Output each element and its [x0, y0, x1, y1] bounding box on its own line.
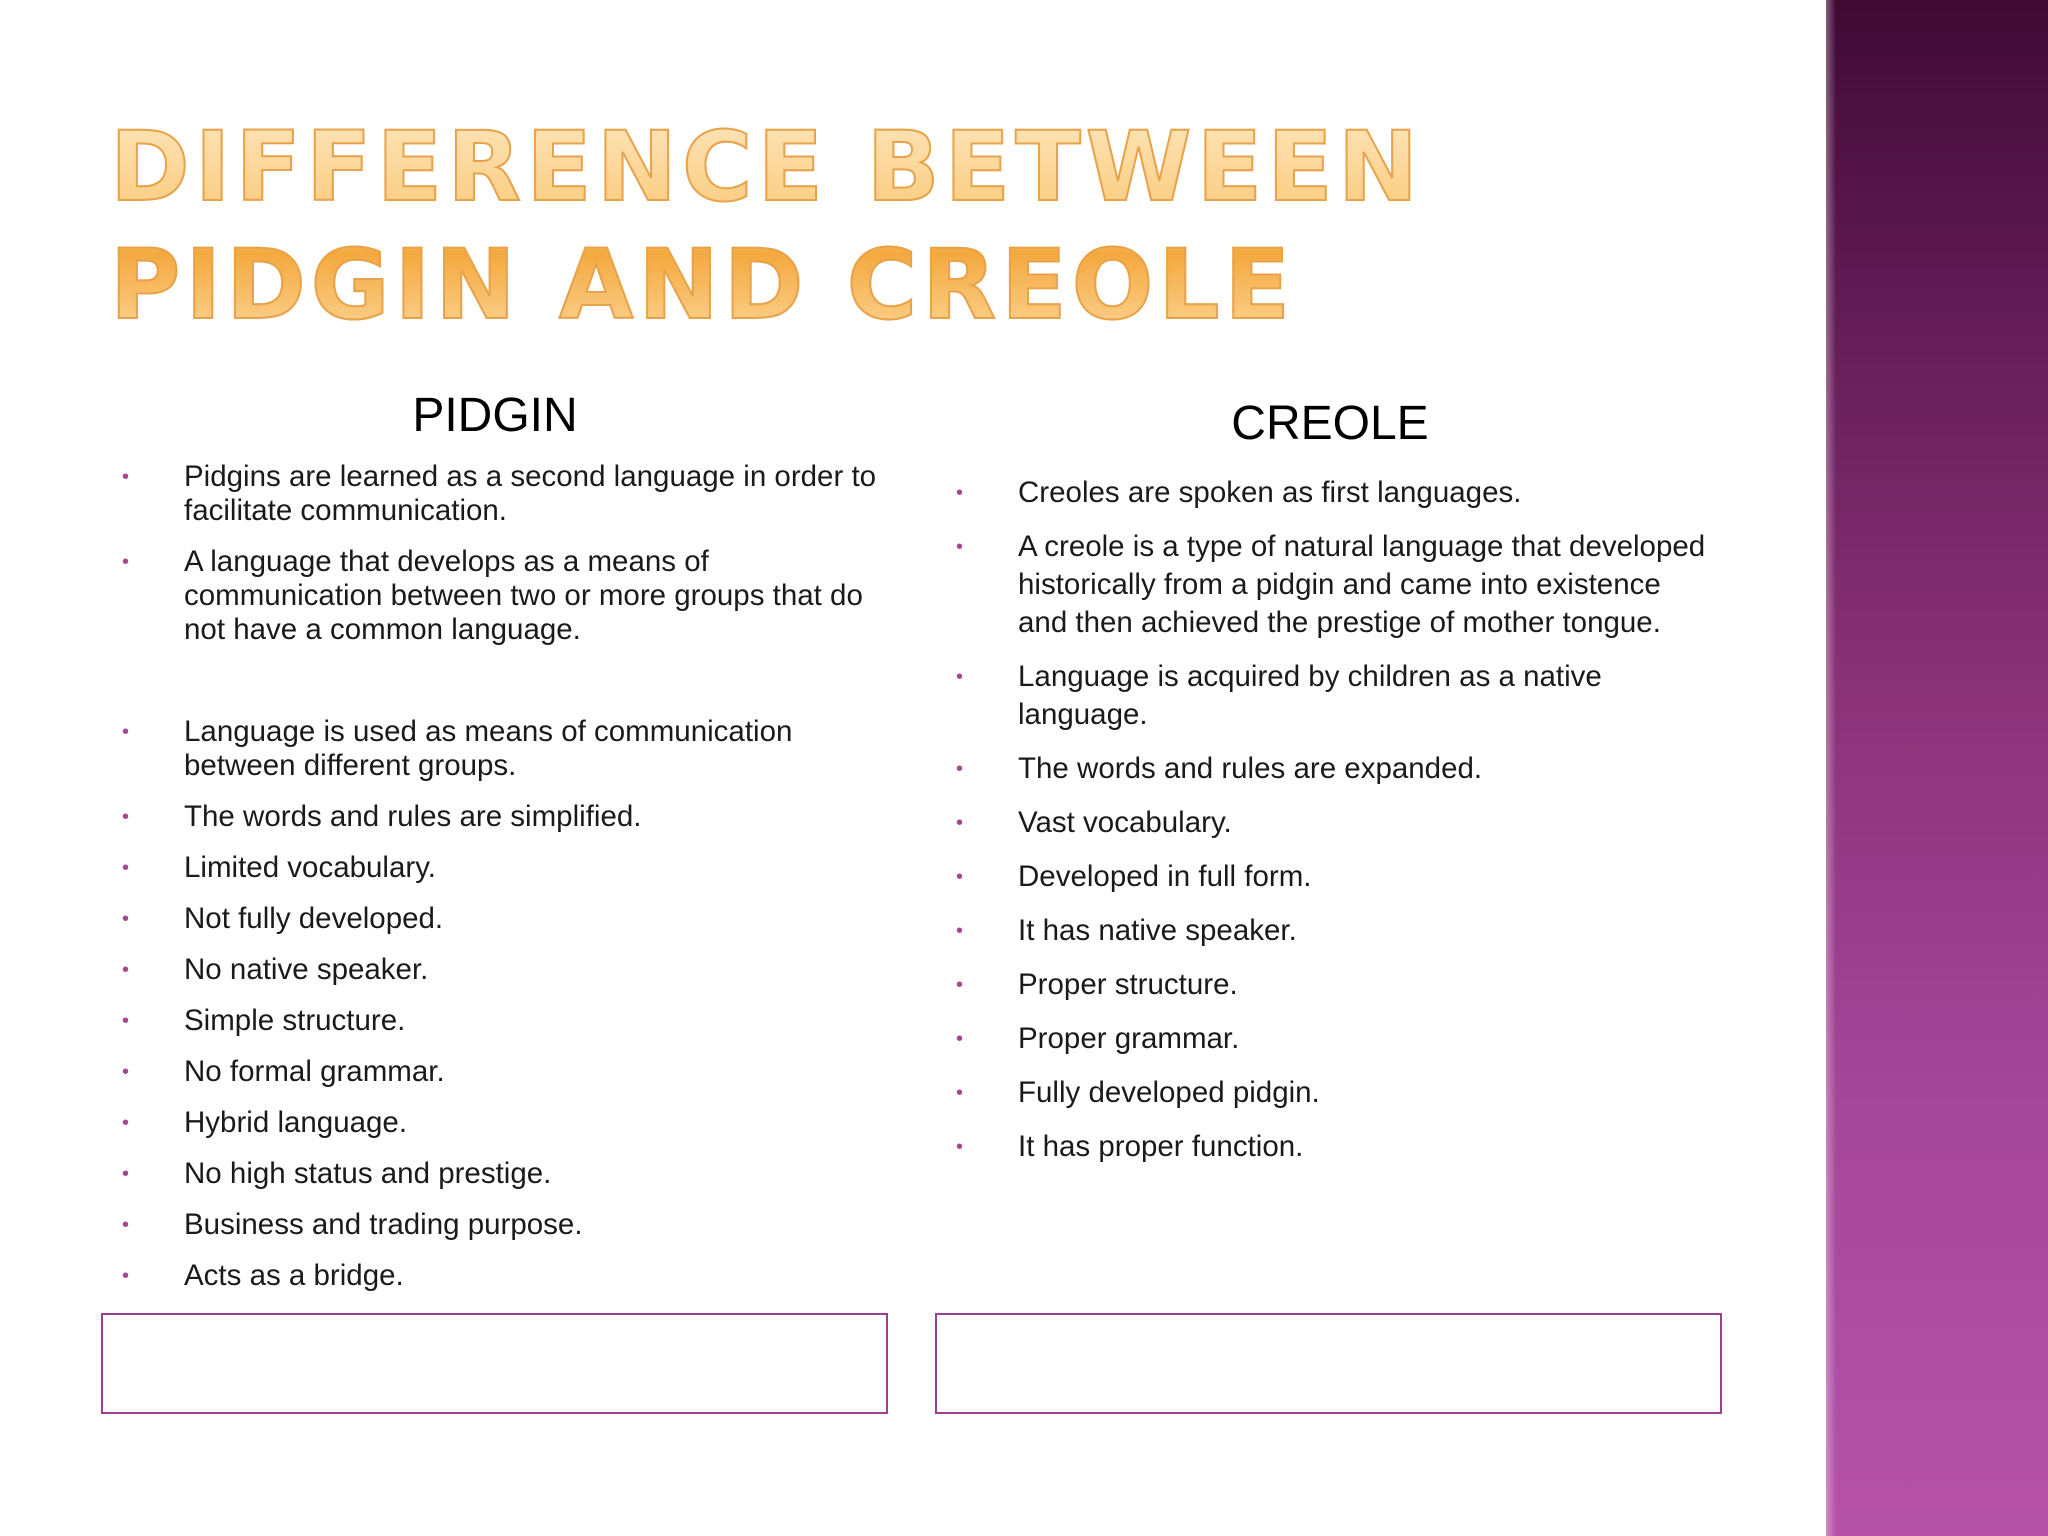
list-item-text: The words and rules are expanded.: [1018, 752, 1483, 785]
bullet-icon: •: [956, 482, 964, 504]
list-item: [120, 1004, 880, 1038]
bullet-icon: •: [122, 908, 130, 930]
list-item-text: No formal grammar.: [184, 1055, 445, 1088]
list-item: [120, 1208, 880, 1242]
bullet-icon: •: [956, 866, 964, 888]
list-item: [120, 953, 880, 987]
list-item-text: A language that develops as a means of communication between two or more groups that do not have a common language.: [184, 545, 863, 646]
bullet-icon: •: [956, 536, 964, 558]
bullet-icon: •: [956, 1028, 964, 1050]
bullet-icon: •: [122, 959, 130, 981]
slide-title: DIFFERENCE BETWEEN PIDGIN AND CREOLE: [110, 108, 1750, 344]
list-item-text: Language is acquired by children as a native language.: [1018, 660, 1602, 731]
list-item: [120, 1259, 880, 1293]
list-item-text: It has native speaker.: [1018, 914, 1297, 947]
bullet-icon: •: [122, 1112, 130, 1134]
bullet-icon: •: [122, 1265, 130, 1287]
list-item: [120, 545, 880, 647]
bullet-icon: •: [956, 920, 964, 942]
list-item-text: Fully developed pidgin.: [1018, 1076, 1320, 1109]
list-item: [954, 912, 1714, 950]
list-item: [954, 1128, 1714, 1166]
list-item-text: Proper structure.: [1018, 968, 1238, 1001]
list-item: [120, 1157, 880, 1191]
list-item: [120, 902, 880, 936]
list-item-text: Business and trading purpose.: [184, 1208, 583, 1241]
list-item: [954, 804, 1714, 842]
list-item-text: Hybrid language.: [184, 1106, 408, 1139]
bullet-icon: •: [956, 1082, 964, 1104]
list-item: [954, 858, 1714, 896]
list-item-text: A creole is a type of natural language that developed historically from a pidgin and came into existence and then achieved the prestige of mother tongue.: [1018, 530, 1706, 639]
bullet-icon: •: [122, 551, 130, 573]
list-item-text: Acts as a bridge.: [184, 1259, 404, 1292]
creole-empty-box: [935, 1313, 1722, 1414]
list-item: [120, 851, 880, 885]
bullet-icon: •: [122, 857, 130, 879]
decorative-side-band: [1826, 0, 2048, 1536]
pidgin-list: [120, 460, 880, 1310]
list-item: [120, 715, 880, 783]
list-item-text: Developed in full form.: [1018, 860, 1312, 893]
list-item: [954, 528, 1714, 642]
bullet-icon: •: [956, 1136, 964, 1158]
list-item: [954, 1074, 1714, 1112]
list-item-text: Simple structure.: [184, 1004, 406, 1037]
list-item-text: No high status and prestige.: [184, 1157, 552, 1190]
list-item-text: Vast vocabulary.: [1018, 806, 1232, 839]
list-item-text: Not fully developed.: [184, 902, 444, 935]
list-item-text: Creoles are spoken as first languages.: [1018, 476, 1522, 509]
pidgin-empty-box: [101, 1313, 888, 1414]
list-item: [120, 1106, 880, 1140]
list-item-text: The words and rules are simplified.: [184, 800, 642, 833]
list-item: [954, 474, 1714, 512]
bullet-icon: •: [122, 806, 130, 828]
list-item: [120, 460, 880, 528]
pidgin-heading: PIDGIN: [412, 389, 578, 442]
list-item-text: Pidgins are learned as a second language in order to facilitate communication.: [184, 460, 877, 527]
list-item: [954, 750, 1714, 788]
bullet-icon: •: [122, 1214, 130, 1236]
list-item: [954, 658, 1714, 734]
bullet-icon: •: [956, 974, 964, 996]
bullet-icon: •: [122, 1010, 130, 1032]
bullet-icon: •: [122, 1061, 130, 1083]
creole-list: [954, 474, 1714, 1182]
bullet-icon: •: [956, 812, 964, 834]
creole-heading: CREOLE: [1231, 397, 1429, 450]
list-item: [120, 1055, 880, 1089]
list-item-text: Proper grammar.: [1018, 1022, 1240, 1055]
list-item-text: Limited vocabulary.: [184, 851, 436, 884]
bullet-icon: •: [956, 666, 964, 688]
list-item-text: Language is used as means of communication between different groups.: [184, 715, 793, 782]
list-item: [120, 800, 880, 834]
list-item-text: It has proper function.: [1018, 1130, 1304, 1163]
bullet-icon: •: [956, 758, 964, 780]
list-item-text: No native speaker.: [184, 953, 429, 986]
list-item: [954, 1020, 1714, 1058]
bullet-icon: •: [122, 721, 130, 743]
bullet-icon: •: [122, 466, 130, 488]
bullet-icon: •: [122, 1163, 130, 1185]
list-item: [954, 966, 1714, 1004]
